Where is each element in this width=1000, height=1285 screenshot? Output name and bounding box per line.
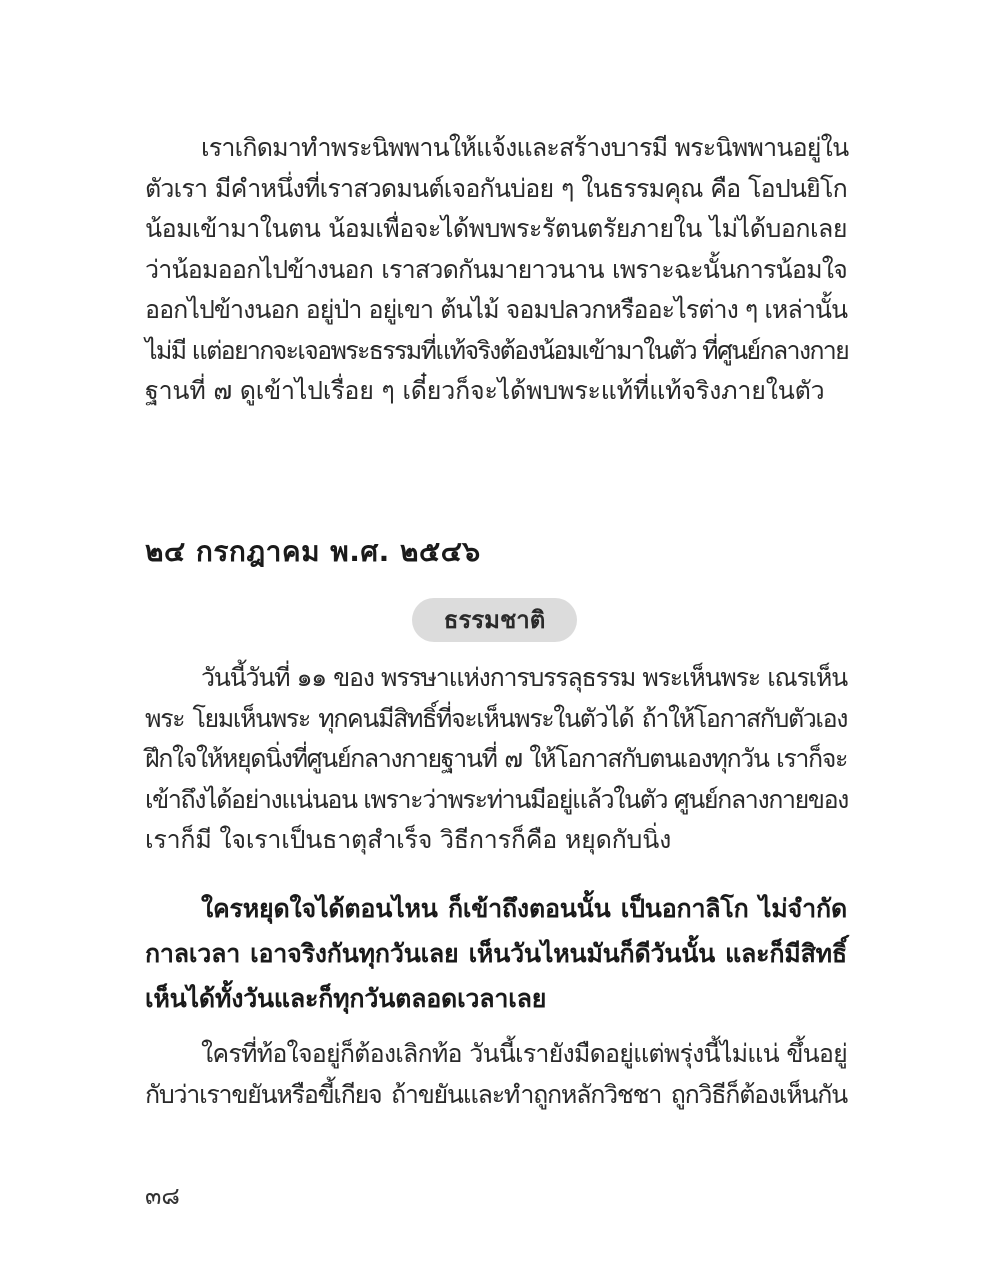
paragraph-line: เข้าถึงได้อย่างแน่นอน เพราะว่าพระท่านมีอยู่แล้วในตัว ศูนย์กลางกายของ [145,784,848,814]
paragraph-line: เราก็มี ใจเราเป็นธาตุสำเร็จ วิธีการก็คือ หยุดกับนิ่ง [145,825,672,854]
page-number: ๓๘ [145,1182,180,1210]
paragraph-line: ฝึกใจให้หยุดนิ่งที่ศูนย์กลางกายฐานที่ ๗ ให้โอกาสกับตนเองทุกวัน เราก็จะ [145,744,847,773]
paragraph-line: วันนี้วันที่ ๑๑ ของ พรรษาแห่งการบรรลุธรรม พระเห็นพระ เณรเห็น [201,663,847,692]
paragraph-line: ใครหยุดใจได้ตอนไหน ก็เข้าถึงตอนนั้น เป็นอกาลิโก ไม่จำกัด [201,894,847,923]
paragraph-line: กับว่าเราขยันหรือขี้เกียจ ถ้าขยันและทำถูกหลักวิชชา ถูกวิธีก็ต้องเห็นกัน [145,1079,847,1109]
section-title-badge: ธรรมชาติ [412,598,577,642]
paragraph-line: น้อมเข้ามาในตน น้อมเพื่อจะได้พบพระรัตนตรัยภายใน ไม่ได้บอกเลย [145,214,847,243]
paragraph-line: เห็นได้ทั้งวันและก็ทุกวันตลอดเวลาเลย [145,984,547,1013]
paragraph-line: ฐานที่ ๗ ดูเข้าไปเรื่อย ๆ เดี๋ยวก็จะได้พบพระแท้ที่แท้จริงภายในตัว [145,376,825,405]
paragraph-line: ตัวเรา มีคำหนึ่งที่เราสวดมนต์เจอกันบ่อย ๆ ในธรรมคุณ คือ โอปนยิโก [145,173,847,203]
paragraph-3-emphasis [145,886,847,1021]
paragraph-4 [145,1034,847,1115]
date-heading: ๒๔ กรกฎาคม พ.ศ. ๒๕๔๖ [145,535,481,568]
paragraph-line: ออกไปข้างนอก อยู่ป่า อยู่เขา ต้นไม้ จอมปลวกหรืออะไรต่าง ๆ เหล่านั้น [145,295,848,324]
paragraph-2 [145,658,847,861]
paragraph-line: ว่าน้อมออกไปข้างนอก เราสวดกันมายาวนาน เพราะฉะนั้นการน้อมใจ [145,254,847,284]
paragraph-line: ใครที่ท้อใจอยู่ก็ต้องเลิกท้อ วันนี้เรายังมืดอยู่แต่พรุ่งนี้ไม่แน่ ขึ้นอยู่ [201,1039,847,1068]
paragraph-line: เราเกิดมาทำพระนิพพานให้แจ้งและสร้างบารมี พระนิพพานอยู่ใน [201,133,849,162]
paragraph-line: กาลเวลา เอาจริงกันทุกวันเลย เห็นวันไหนมันก็ดีวันนั้น และก็มีสิทธิ์ [145,939,847,968]
paragraph-line: ไม่มี แต่อยากจะเจอพระธรรมที่แท้จริงต้องน้อมเข้ามาในตัว ที่ศูนย์กลางกาย [145,335,849,365]
paragraph-1 [145,128,847,412]
paragraph-line: พระ โยมเห็นพระ ทุกคนมีสิทธิ์ที่จะเห็นพระในตัวได้ ถ้าให้โอกาสกับตัวเอง [145,703,847,733]
